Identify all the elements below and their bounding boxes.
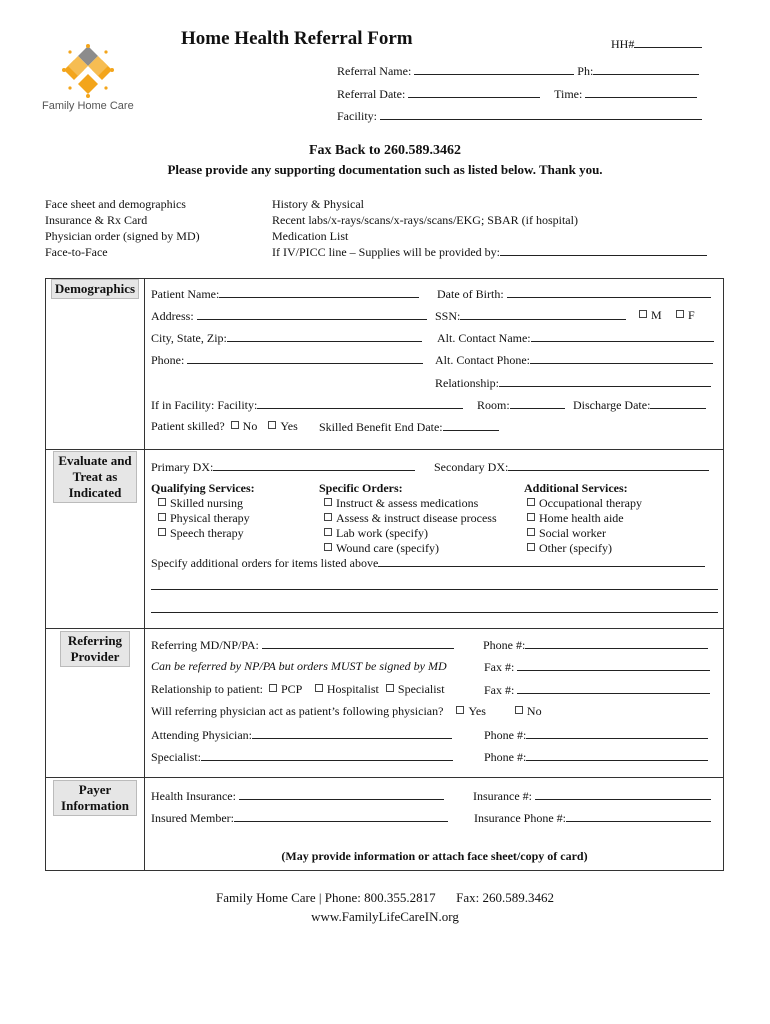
relationship-field (435, 375, 711, 391)
referring-md-field (151, 637, 454, 653)
discharge-input[interactable] (650, 397, 706, 409)
phone2-field (484, 727, 708, 743)
phone-label: Phone: (151, 353, 185, 367)
hh-input[interactable] (634, 36, 702, 48)
section-label-referring: Referring Provider (60, 631, 130, 667)
checkbox-icon[interactable] (527, 513, 535, 521)
checkbox-icon[interactable] (527, 543, 535, 551)
checkbox-icon[interactable] (386, 684, 394, 692)
footer-contact (0, 890, 770, 906)
insurance-phone-label: Insurance Phone #: (474, 811, 566, 825)
alt-contact-label: Alt. Contact Name: (437, 331, 531, 345)
referring-phone-field (483, 637, 708, 653)
attending-field (151, 727, 452, 743)
list-item[interactable]: Speech therapy (151, 526, 255, 541)
referral-name-label: Referral Name: (337, 64, 412, 78)
relationship-input[interactable] (499, 375, 711, 387)
secondary-dx-field (434, 459, 709, 475)
footer-company: Family Home Care (215, 890, 316, 905)
ssn-field (435, 308, 626, 324)
checkbox-icon[interactable] (324, 498, 332, 506)
checkbox-icon[interactable] (676, 310, 684, 318)
following-label: Will referring physician act as patient’s following physician? (151, 704, 444, 718)
insured-member-input[interactable] (234, 810, 448, 822)
pcp-option: PCP (280, 682, 302, 696)
phone2-label: Phone #: (484, 728, 527, 742)
alt-phone-label: Alt. Contact Phone: (435, 353, 530, 367)
specialist-field (151, 749, 453, 765)
skilled-field (151, 419, 298, 434)
fax1-label: Fax #: (484, 660, 515, 674)
list-item[interactable]: Other (specify) (524, 541, 642, 556)
sex-m-option[interactable]: M (639, 308, 662, 323)
logo-star-icon (58, 42, 118, 100)
facility-row (337, 108, 702, 124)
checkbox-icon[interactable] (324, 513, 332, 521)
specific-title: Specific Orders: (319, 481, 403, 495)
referring-phone-input[interactable] (525, 637, 708, 649)
sex-f-option[interactable]: F (676, 308, 695, 323)
referral-name-row (337, 63, 699, 79)
insured-member-label: Insured Member: (151, 811, 234, 825)
specify-label: Specify additional orders for items listed above (151, 556, 379, 570)
discharge-label: Discharge Date: (573, 398, 651, 412)
secondary-dx-label: Secondary DX: (434, 460, 509, 474)
checkbox-icon[interactable] (639, 310, 647, 318)
list-item (272, 244, 707, 260)
relationship-to-patient (151, 682, 445, 697)
specialist-input[interactable] (201, 749, 453, 761)
list-item: Face sheet and demographics (45, 197, 186, 211)
in-facility-field (151, 397, 463, 413)
referral-date-input[interactable] (408, 86, 540, 98)
supplies-input[interactable] (500, 244, 707, 256)
primary-dx-field (151, 459, 415, 475)
room-field (477, 397, 565, 413)
dob-label: Date of Birth: (437, 287, 504, 301)
list-item: Insurance & Rx Card (45, 213, 148, 227)
time-label: Time: (554, 87, 583, 101)
city-field (151, 330, 422, 346)
specialist-option: Specialist (397, 682, 445, 696)
in-facility-label: If in Facility: Facility: (151, 398, 258, 412)
patient-name-input[interactable] (219, 286, 419, 298)
list-item: Face-to-Face (45, 245, 108, 259)
section-divider (45, 777, 724, 778)
section-divider (45, 628, 724, 629)
room-label: Room: (477, 398, 510, 412)
hospitalist-option: Hospitalist (326, 682, 379, 696)
list-item[interactable]: Assess & instruct disease process (319, 511, 497, 526)
specify-line-3[interactable] (151, 612, 718, 613)
logo-text: Family Home Care (42, 100, 134, 112)
specific-orders (319, 481, 497, 556)
address-label: Address: (151, 309, 194, 323)
fax-instructions: Please provide any supporting documentation such as listed below. Thank you. (167, 162, 603, 177)
fax2-input[interactable] (517, 682, 710, 694)
section-label-demographics: Demographics (51, 279, 139, 299)
list-item[interactable]: Lab work (specify) (319, 526, 497, 541)
phone3-field (484, 749, 708, 765)
checkbox-icon[interactable] (158, 528, 166, 536)
room-input[interactable] (510, 397, 565, 409)
dob-field (437, 286, 711, 302)
footer-phone: Phone: 800.355.2817 (324, 890, 436, 905)
insurance-number-field (473, 788, 711, 804)
fax2-field (484, 682, 710, 698)
hh-label: HH# (611, 37, 635, 51)
referral-date-label: Referral Date: (337, 87, 406, 101)
health-insurance-input[interactable] (239, 788, 444, 800)
city-label: City, State, Zip: (151, 331, 227, 345)
section-label-evaluate: Evaluate and Treat as Indicated (53, 451, 137, 503)
specify-input[interactable] (378, 555, 705, 567)
section-label-payer: Payer Information (53, 780, 137, 816)
table-divider (144, 278, 145, 871)
referral-note: Can be referred by NP/PA but orders MUST be signed by MD (151, 659, 447, 673)
ph-label: Ph: (577, 64, 594, 78)
facility-label: Facility: (337, 109, 377, 123)
payer-note: (May provide information or attach face sheet/copy of card) (281, 849, 588, 863)
section-divider (45, 449, 724, 450)
specialist-label: Specialist: (151, 750, 201, 764)
phone2-input[interactable] (526, 727, 708, 739)
docs-right-list (272, 196, 707, 260)
ssn-label: SSN: (435, 309, 461, 323)
skilled-yes: Yes (280, 419, 298, 433)
insurance-number-label: Insurance #: (473, 789, 532, 803)
alt-contact-field (437, 330, 714, 346)
benefit-end-field (319, 419, 499, 435)
list-item: Recent labs/x-rays/scans/x-rays/scans/EKG; SBAR (if hospital) (272, 213, 578, 227)
qualifying-services (151, 481, 255, 541)
list-item: History & Physical (272, 197, 364, 211)
footer-separator: | (318, 890, 322, 905)
insured-member-field (151, 810, 448, 826)
patient-name-label: Patient Name: (151, 287, 220, 301)
phone-field (151, 352, 423, 368)
phone3-label: Phone #: (484, 750, 527, 764)
discharge-field (573, 397, 706, 413)
address-input[interactable] (197, 308, 427, 320)
checkbox-icon[interactable] (527, 498, 535, 506)
following-yes: Yes (468, 704, 486, 718)
patient-name-field (151, 286, 419, 302)
checkbox-icon[interactable] (158, 513, 166, 521)
referring-phone-label: Phone #: (483, 638, 526, 652)
referring-md-input[interactable] (262, 637, 454, 649)
alt-phone-input[interactable] (530, 352, 713, 364)
phone-input[interactable] (187, 352, 423, 364)
checkbox-icon[interactable] (269, 684, 277, 692)
secondary-dx-input[interactable] (508, 459, 709, 471)
facility-input[interactable] (380, 108, 702, 120)
checkbox-icon[interactable] (324, 528, 332, 536)
fax1-input[interactable] (517, 659, 710, 671)
in-facility-input[interactable] (257, 397, 463, 409)
list-item: Medication List (272, 229, 349, 243)
checkbox-icon[interactable] (231, 421, 239, 429)
list-item[interactable]: Social worker (524, 526, 642, 541)
qualifying-title: Qualifying Services: (151, 481, 255, 495)
benefit-end-input[interactable] (443, 419, 499, 431)
referral-date-row (337, 86, 697, 102)
form-title: Home Health Referral Form (181, 28, 413, 49)
time-input[interactable] (585, 86, 697, 98)
checkbox-icon[interactable] (268, 421, 276, 429)
checkbox-icon[interactable] (527, 528, 535, 536)
relationship-label: Relationship: (435, 376, 499, 390)
list-item: Physician order (signed by MD) (45, 229, 200, 243)
primary-dx-label: Primary DX: (151, 460, 214, 474)
alt-contact-input[interactable] (531, 330, 714, 342)
additional-title: Additional Services: (524, 481, 628, 495)
primary-dx-input[interactable] (213, 459, 415, 471)
following-physician (151, 704, 542, 719)
list-item[interactable]: Home health aide (524, 511, 642, 526)
list-item[interactable]: Occupational therapy (524, 496, 642, 511)
ssn-input[interactable] (460, 308, 626, 320)
alt-phone-field (435, 352, 713, 368)
list-item[interactable]: Instruct & assess medications (319, 496, 497, 511)
referring-md-label: Referring MD/NP/PA: (151, 638, 259, 652)
phone3-input[interactable] (526, 749, 708, 761)
health-insurance-label: Health Insurance: (151, 789, 236, 803)
checkbox-icon[interactable] (456, 706, 464, 714)
city-input[interactable] (227, 330, 422, 342)
fax-title: Fax Back to 260.589.3462 (308, 143, 462, 158)
specify-field (151, 555, 705, 571)
footer-website[interactable]: www.FamilyLifeCareIN.org (311, 909, 459, 924)
hh-field (611, 36, 702, 52)
fax1-field (484, 659, 710, 675)
checkbox-icon[interactable] (315, 684, 323, 692)
dob-input[interactable] (507, 286, 711, 298)
benefit-end-label: Skilled Benefit End Date: (319, 420, 443, 434)
insurance-phone-input[interactable] (566, 810, 711, 822)
footer-fax: Fax: 260.589.3462 (456, 890, 554, 905)
referral-name-input[interactable] (414, 63, 574, 75)
health-insurance-field (151, 788, 444, 804)
insurance-phone-field (474, 810, 711, 826)
additional-services (524, 481, 642, 556)
skilled-label: Patient skilled? (151, 419, 225, 433)
checkbox-icon[interactable] (515, 706, 523, 714)
supplies-label: If IV/PICC line – Supplies will be provided by: (272, 245, 500, 259)
attending-input[interactable] (252, 727, 452, 739)
checkbox-icon[interactable] (324, 543, 332, 551)
relationship-to-patient-label: Relationship to patient: (151, 682, 263, 696)
insurance-number-input[interactable] (535, 788, 711, 800)
attending-label: Attending Physician: (151, 728, 252, 742)
logo (40, 42, 140, 117)
fax2-label: Fax #: (484, 683, 515, 697)
specify-line-2[interactable] (151, 589, 718, 590)
address-field (151, 308, 427, 324)
list-item[interactable]: Skilled nursing (151, 496, 255, 511)
list-item[interactable]: Physical therapy (151, 511, 255, 526)
checkbox-icon[interactable] (158, 498, 166, 506)
following-no: No (526, 704, 542, 718)
skilled-no: No (242, 419, 258, 433)
ph-input[interactable] (593, 63, 699, 75)
docs-left-list (45, 196, 200, 260)
list-item[interactable]: Wound care (specify) (319, 541, 497, 556)
